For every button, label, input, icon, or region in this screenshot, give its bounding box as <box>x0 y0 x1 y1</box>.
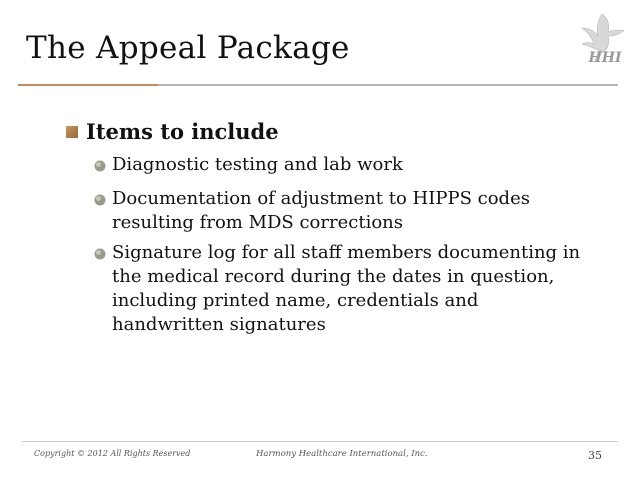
footer-company: Harmony Healthcare International, Inc. <box>256 449 428 459</box>
sub-bullet-item <box>94 241 594 337</box>
sub-bullet-item <box>94 153 594 177</box>
logo-text: HHI <box>588 50 622 66</box>
title-divider-accent <box>18 84 158 86</box>
bullet-level1 <box>66 119 279 144</box>
hhi-dove-logo <box>574 6 634 76</box>
bullet-level1-text: Items to include <box>86 119 279 144</box>
sub-bullet-text: Documentation of adjustment to HIPPS codes resulting from MDS corrections <box>112 188 530 233</box>
page-number: 35 <box>588 449 602 462</box>
round-bullet-icon <box>94 194 106 206</box>
sub-bullet-item <box>94 187 594 235</box>
slide-title: The Appeal Package <box>26 30 350 66</box>
footer-copyright: Copyright © 2012 All Rights Reserved <box>34 449 191 458</box>
sub-bullet-text: Signature log for all staff members documenting in the medical record during the dates in question, including printed name, credentials and handwritten signatures <box>112 242 581 335</box>
round-bullet-icon <box>94 160 106 172</box>
footer-divider <box>22 441 618 442</box>
round-bullet-icon <box>94 248 106 260</box>
sub-bullet-text: Diagnostic testing and lab work <box>112 154 403 175</box>
square-bullet-icon <box>66 126 78 138</box>
